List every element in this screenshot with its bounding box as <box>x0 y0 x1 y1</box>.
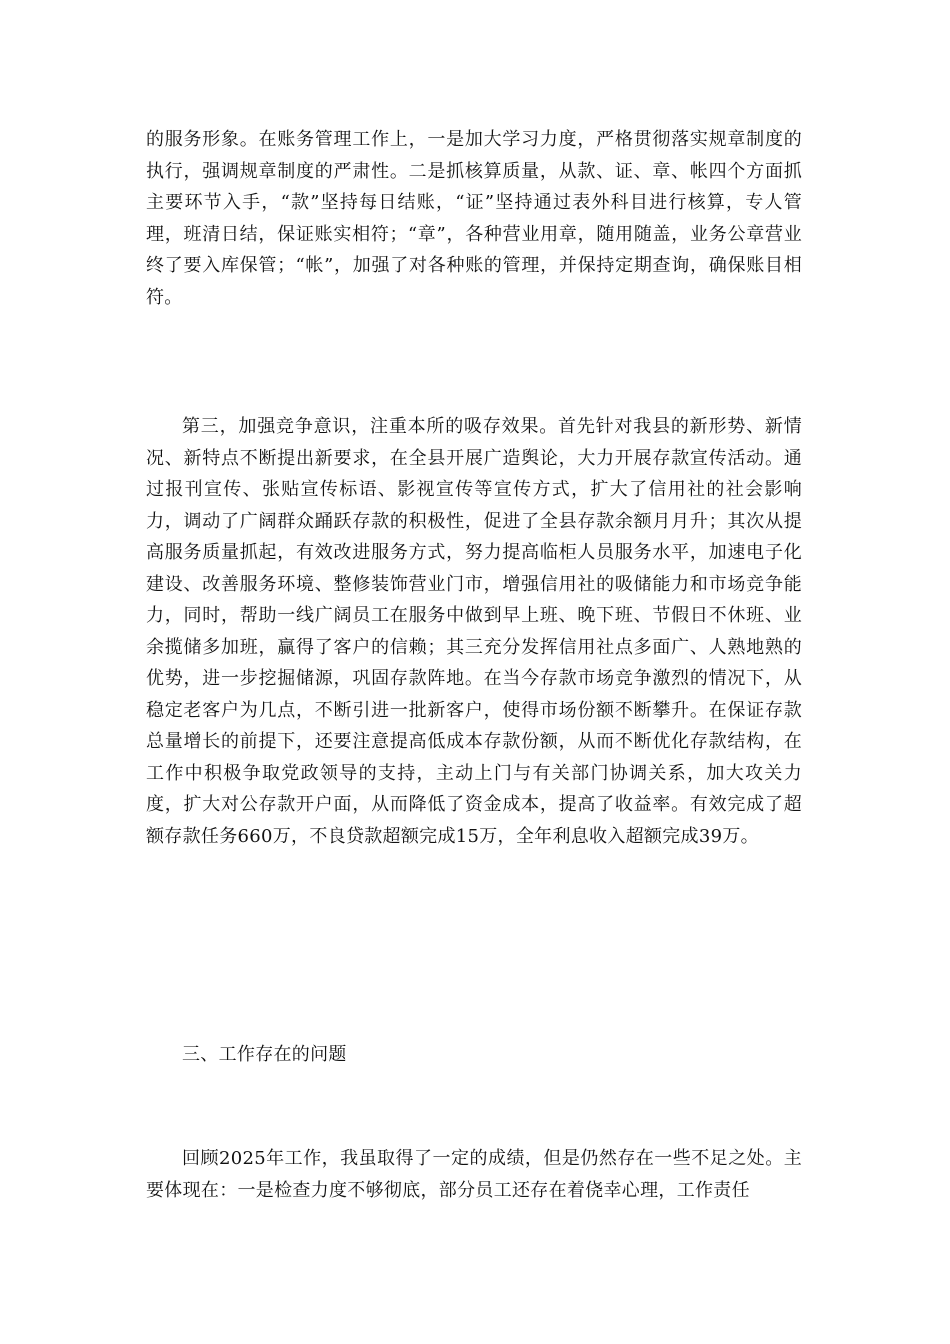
paragraph-review-2025: 回顾2025年工作，我虽取得了一定的成绩，但是仍然存在一些不足之处。主要体现在：一是检查力度不够彻底，部分员工还存在着侥幸心理，工作责任 <box>146 1148 802 1201</box>
section-heading-problems: 三、工作存在的问题 <box>182 1044 347 1065</box>
paragraph-account-management: 的服务形象。在账务管理工作上，一是加大学习力度，严格贯彻落实规章制度的执行，强调规章制度的严肃性。二是抓核算质量，从款、证、章、帐四个方面抓主要环节入手，“款”坚持每日结账，“证”坚持通过表外科目进行核算，专人管理，班清日结，保证账实相符；“章”，各种营业用章，随用随盖，业务公章营业终了要入库保管；“帐”，加强了对各种账的管理，并保持定期查询，确保账目相符。 <box>146 129 802 308</box>
paragraph-competition-awareness: 第三，加强竞争意识，注重本所的吸存效果。首先针对我县的新形势、新情况、新特点不断提出新要求，在全县开展广造舆论，大力开展存款宣传活动。通过报刊宣传、张贴宣传标语、影视宣传等宣传方式，扩大了信用社的社会影响力，调动了广阔群众踊跃存款的积极性，促进了全县存款余额月月升；其次从提高服务质量抓起，有效改进服务方式，努力提高临柜人员服务水平，加速电子化建设、改善服务环境、整修装饰营业门市，增强信用社的吸储能力和市场竞争能力，同时，帮助一线广阔员工在服务中做到早上班、晚下班、节假日不休班、业余揽储多加班，赢得了客户的信赖；其三充分发挥信用社点多面广、人熟地熟的优势，进一步挖掘储源，巩固存款阵地。在当今存款市场竞争激烈的情况下，从稳定老客户为几点，不断引进一批新客户，使得市场份额不断攀升。在保证存款总量增长的前提下，还要注意提高低成本存款份额，从而不断优化存款结构，在工作中积极争取党政领导的支持，主动上门与有关部门协调关系，加大攻关力度，扩大对公存款开户面，从而降低了资金成本，提高了收益率。有效完成了超额存款任务660万，不良贷款超额完成15万，全年利息收入超额完成39万。 <box>146 416 802 847</box>
